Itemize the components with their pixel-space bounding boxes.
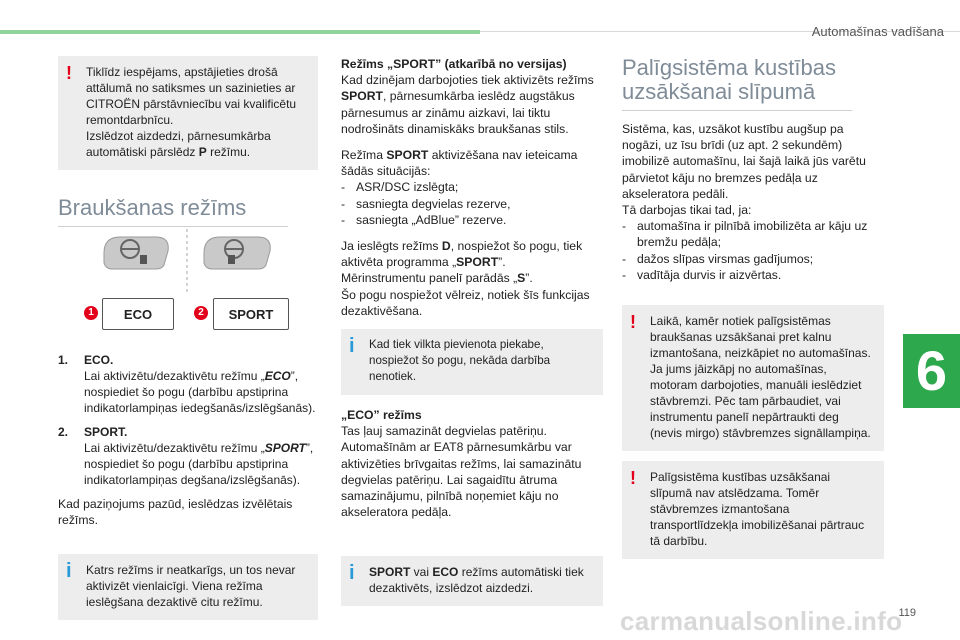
section-title-drive-mode: Braukšanas režīms bbox=[58, 195, 247, 220]
column-left bbox=[58, 56, 318, 227]
sport-mode-block bbox=[341, 56, 603, 319]
chapter-header-title: Automašīnas vadīšana bbox=[811, 24, 944, 39]
info-icon: i bbox=[349, 335, 355, 358]
chapter-tab: 6 bbox=[903, 334, 960, 408]
callout-marker-1: 1 bbox=[84, 306, 98, 320]
list-item: - vadītāja durvis ir aizvērtas. bbox=[622, 267, 884, 283]
paragraph-text: Šo pogu nospiežot vēlreiz, notiek šīs funkcijas dezaktivēšana. bbox=[341, 287, 590, 318]
column-middle bbox=[341, 56, 603, 606]
list-item-text: Lai aktivizētu/dezaktivētu režīmu „SPORT”, nospiediet šo pogu (darbību apstiprina indikatorlampiņas degšana/izslēgšanās). bbox=[84, 441, 314, 487]
paragraph-text: Ja ieslēgts režīms D, nospiežot šo pogu, tiek aktivēta programma „SPORT”. bbox=[341, 239, 583, 270]
drive-mode-section bbox=[58, 196, 318, 227]
header-accent-bar bbox=[0, 30, 480, 34]
sport-button: SPORT bbox=[213, 298, 289, 330]
warning-exclamation-icon: ! bbox=[630, 312, 636, 333]
drive-mode-list bbox=[58, 352, 318, 488]
list-item bbox=[58, 424, 318, 488]
warning-exclamation-icon: ! bbox=[630, 468, 636, 489]
list-item-number: 1. bbox=[58, 353, 69, 367]
subsection-title-eco: „ECO” režīms bbox=[341, 408, 422, 423]
list-item-number: 2. bbox=[58, 425, 69, 439]
list-item: - sasniegta „AdBlue” rezerve. bbox=[341, 212, 603, 228]
info-box-modes bbox=[58, 554, 318, 620]
paragraph-text: Kad paziņojums pazūd, ieslēdzas izvēlētais režīms. bbox=[58, 497, 293, 528]
body-paragraph bbox=[58, 496, 318, 528]
page-number: 119 bbox=[898, 607, 916, 619]
warning-box-not-disableable bbox=[622, 461, 884, 559]
info-text: Kad tiek vilkta pievienota piekabe, nospiežot šo pogu, nekāda darbība nenotiek. bbox=[369, 338, 551, 384]
watermark: carmanualsonline.info bbox=[620, 606, 903, 636]
list-item: - ASR/DSC izslēgta; bbox=[341, 179, 603, 195]
info-box-ignition bbox=[341, 556, 603, 606]
paragraph-text: Mērinstrumentu panelī parādās „S”. bbox=[341, 271, 533, 286]
warning-box-hill-start bbox=[622, 305, 884, 451]
warning-text-park: Izslēdzot aizdedzi, pārnesumkārba automātiski pārslēdz P režīmu. bbox=[86, 129, 271, 159]
info-box-trailer bbox=[341, 329, 603, 395]
section-title-rule bbox=[622, 110, 852, 111]
section-title-hill-start: Palīgsistēma kustības uzsākšanai slīpumā bbox=[622, 55, 836, 104]
warning-box-stop bbox=[58, 56, 318, 170]
info-icon: i bbox=[349, 562, 355, 585]
list-item: - dažos slīpas virsmas gadījumos; bbox=[622, 251, 884, 267]
column-left-lower bbox=[58, 352, 318, 620]
mode-buttons-illustration bbox=[82, 225, 302, 335]
paragraph-text: Kad dzinējam darbojoties tiek aktivizēts režīms SPORT, pārnesumkārba ieslēdz augstākus pārnesumus ar zināmu aizkavi, lai tiktu nodrošināts dinamiskāks braukšanas stils. bbox=[341, 73, 594, 136]
paragraph-text: Sistēma, kas, uzsākot kustību augšup pa nogāzi, uz īsu brīdi (uz apt. 2 sekundēm) imobilizē automašīnu, lai šajā laikā jūs varētu pārvietot kāju no bremzes pedāļa uz akseleratora pedāli. bbox=[622, 122, 866, 201]
subsection-title-sport: Režīms „SPORT” (atkarībā no versijas) bbox=[341, 57, 567, 71]
info-text: SPORT vai ECO režīms automātiski tiek dezaktivēts, izslēdzot aizdedzi. bbox=[369, 565, 584, 596]
paragraph-text: Tā darbojas tikai tad, ja: bbox=[622, 203, 752, 218]
warning-text: Palīgsistēma kustības uzsākšanai slīpumā nav atslēdzama. Tomēr stāvbremzes izmantošana transportlīdzekļa imobilizēšanai pārtrauc tā darbību. bbox=[650, 470, 865, 549]
list-item: - automašīna ir pilnībā imobilizēta ar kāju uz bremžu pedāļa; bbox=[622, 218, 884, 250]
list-item-head: ECO. bbox=[84, 353, 114, 367]
info-icon: i bbox=[66, 560, 72, 583]
eco-mode-block bbox=[341, 407, 603, 520]
paragraph-text: Tas ļauj samazināt degvielas patēriņu. Automašīnām ar EAT8 pārnesumkārbu var aktivizēties brīvgaitas režīms, lai samazinātu degvielas patēriņu. Lai sagaidītu ātruma samazinājumu, pilnībā noņemiet kāju no akseleratora pedāļa. bbox=[341, 424, 582, 520]
callout-marker-2: 2 bbox=[194, 306, 208, 320]
info-text: Katrs režīms ir neatkarīgs, un tos nevar aktivizēt vienlaicīgi. Viena režīma ieslēgšana dezaktivē citu režīmu. bbox=[86, 563, 296, 610]
eco-button: ECO bbox=[102, 298, 174, 330]
list-item bbox=[58, 352, 318, 416]
list-item-head: SPORT. bbox=[84, 425, 128, 439]
paragraph-text: Režīma SPORT aktivizēšana nav ieteicama šādās situācijās: bbox=[341, 148, 578, 179]
column-right bbox=[622, 56, 884, 559]
list-item-text: Lai aktivizētu/dezaktivētu režīmu „ECO”, nospiediet šo pogu (darbību apstiprina indikatorlampiņas iedegšanās/izslēgšanās). bbox=[84, 369, 316, 415]
list-item: - sasniegta degvielas rezerve, bbox=[341, 196, 603, 212]
hill-start-block bbox=[622, 121, 884, 283]
warning-exclamation-icon: ! bbox=[66, 63, 72, 83]
warning-text: Laikā, kamēr notiek palīgsistēmas braukšanas uzsākšanai pret kalnu izmantošana, neizkāpiet no automašīnas. Ja jums jāizkāpj no automašīnas, motoram darbojoties, manuāli ieslēdziet stāvbremzi. Pēc tam pārbaudiet, vai instrumentu panelī nepārtraukti deg (nevis mirgo) stāvbremzes signāllampiņa. bbox=[650, 314, 871, 441]
warning-text: Tiklīdz iespējams, apstājieties drošā attālumā no satiksmes un sazinieties ar CITROËN pārstāvniecību vai kvalificētu remontdarbnīcu. bbox=[86, 65, 297, 127]
